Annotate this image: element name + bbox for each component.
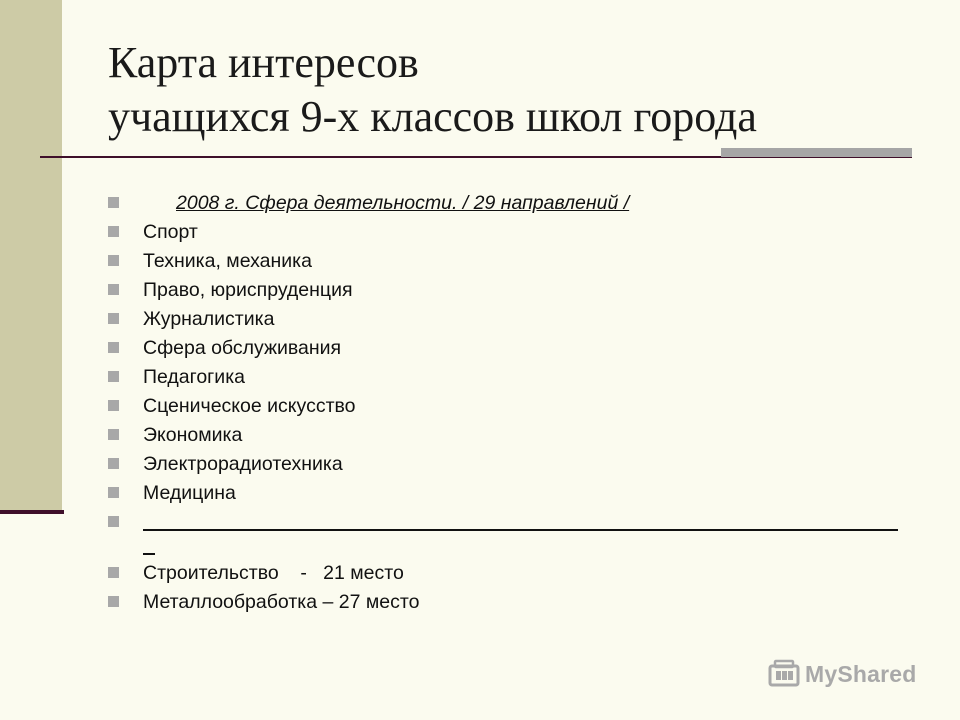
bullet-marker-icon <box>108 255 119 266</box>
bullet-marker-icon <box>108 284 119 295</box>
bullet-marker-icon <box>108 429 119 440</box>
bullet-marker-icon <box>108 313 119 324</box>
bullet-marker-icon <box>108 371 119 382</box>
bullet-marker-icon <box>108 400 119 411</box>
bullet-list <box>108 189 908 617</box>
list-item-separator <box>108 508 908 559</box>
list-item-text: Журналистика <box>143 308 275 330</box>
list-item <box>108 218 908 247</box>
list-item <box>108 421 908 450</box>
list-item <box>108 305 908 334</box>
title-line-1: Карта интересов <box>108 38 419 87</box>
bullet-marker-icon <box>108 567 119 578</box>
list-item-text: Металлообработка – 27 место <box>143 591 420 613</box>
list-item-text: Экономика <box>143 424 243 446</box>
watermark-text: MyShared <box>805 660 917 687</box>
list-item <box>108 392 908 421</box>
bullet-marker-icon <box>108 458 119 469</box>
list-item <box>108 559 908 588</box>
list-item-text: Электрорадиотехника <box>143 453 343 475</box>
slide-title <box>108 36 928 144</box>
bullet-marker-icon <box>108 596 119 607</box>
list-item-text: Сфера обслуживания <box>143 337 342 359</box>
list-item <box>108 363 908 392</box>
bullet-marker-icon <box>108 487 119 498</box>
list-item-text: Техника, механика <box>143 250 312 272</box>
separator-dash <box>143 553 155 555</box>
myshared-logo-icon <box>767 657 801 691</box>
title-line-2: учащихся 9-х классов школ города <box>108 92 757 141</box>
bullet-marker-icon <box>108 516 119 527</box>
list-item-text: 2008 г. Сфера деятельности. / 29 направлений / <box>176 192 630 214</box>
bullet-marker-icon <box>108 342 119 353</box>
list-item <box>108 588 908 617</box>
title-accent-bar <box>721 148 912 157</box>
bullet-marker-icon <box>108 226 119 237</box>
list-item-header <box>108 189 908 218</box>
separator-line <box>143 529 898 531</box>
list-item <box>108 479 908 508</box>
left-decor-underline <box>0 510 64 514</box>
list-item <box>108 276 908 305</box>
list-item-text: Спорт <box>143 221 198 243</box>
list-item-text: Строительство - 21 место <box>143 562 404 584</box>
left-decor-band <box>0 0 62 512</box>
list-item <box>108 334 908 363</box>
list-item-text: Сценическое искусство <box>143 395 356 417</box>
list-item-text: Медицина <box>143 482 236 504</box>
myshared-watermark <box>767 656 917 692</box>
list-item <box>108 450 908 479</box>
bullet-marker-icon <box>108 197 119 208</box>
list-item-text: Право, юриспруденция <box>143 279 353 301</box>
list-item-text: Педагогика <box>143 366 245 388</box>
list-item <box>108 247 908 276</box>
